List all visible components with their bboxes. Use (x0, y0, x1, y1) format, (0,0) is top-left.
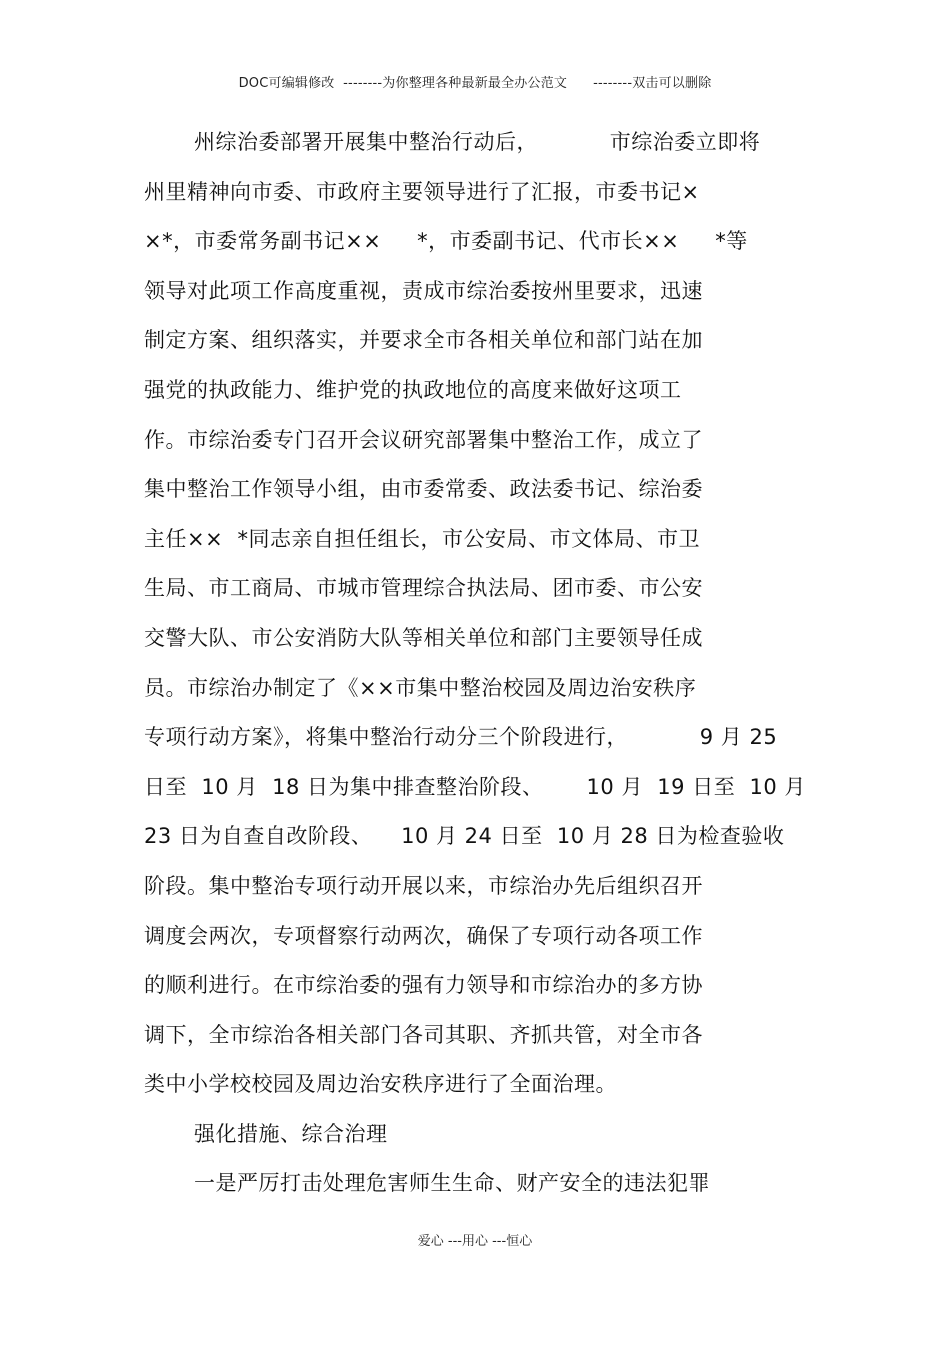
body-line: 强党的执政能力、维护党的执政地位的高度来做好这项工 (144, 377, 682, 402)
body-line: 交警大队、市公安消防大队等相关单位和部门主要领导任成 (144, 625, 703, 650)
body-line: 一是严厉打击处理危害师生生命、财产安全的违法犯罪 (194, 1171, 710, 1196)
body-line: 集中整治工作领导小组，由市委常委、政法委书记、综治委 (144, 477, 703, 502)
page-header: DOC可编辑修改 --------为你整理各种最新最全办公范文 --------双击可以删除 (238, 76, 712, 91)
section-heading: 强化措施、综合治理 (194, 1121, 388, 1146)
body-line: 生局、市工商局、市城市管理综合执法局、团市委、市公安 (144, 576, 703, 601)
body-line: 类中小学校校园及周边治安秩序进行了全面治理。 (144, 1072, 617, 1097)
body-line: 州里精神向市委、市政府主要领导进行了汇报，市委书记× (144, 179, 700, 204)
body-line: 调度会两次，专项督察行动两次，确保了专项行动各项工作 (144, 923, 703, 948)
body-line: 日至 10 月 18 日为集中排查整治阶段、 10 月 19 日至 10 月 (144, 774, 806, 799)
body-line: 制定方案、组织落实，并要求全市各相关单位和部门站在加 (144, 328, 703, 353)
body-line: 员。市综治办制定了《××市集中整治校园及周边治安秩序 (144, 675, 697, 700)
body-line: ×*，市委常务副书记×× *，市委副书记、代市长×× *等 (144, 229, 748, 254)
body-line: 调下，全市综治各相关部门各司其职、齐抓共管，对全市各 (144, 1022, 703, 1047)
body-line: 领导对此项工作高度重视，责成市综治委按州里要求，迅速 (144, 278, 703, 303)
body-line: 主任×× *同志亲自担任组长，市公安局、市文体局、市卫 (144, 526, 701, 551)
body-line: 的顺利进行。在市综治委的强有力领导和市综治办的多方协 (144, 973, 703, 998)
body-line: 专项行动方案》，将集中整治行动分三个阶段进行， 9 月 25 (144, 725, 778, 750)
body-line: 作。市综治委专门召开会议研究部署集中整治工作，成立了 (144, 427, 703, 452)
page-footer: 爱心 ---用心 ---恒心 (417, 1234, 533, 1249)
body-line: 阶段。集中整治专项行动开展以来，市综治办先后组织召开 (144, 873, 703, 898)
body-line: 州综治委部署开展集中整治行动后， 市综治委立即将 (194, 130, 761, 154)
body-line: 23 日为自查自改阶段、 10 月 24 日至 10 月 28 日为检查验收 (144, 824, 785, 849)
document-body (144, 122, 814, 1213)
